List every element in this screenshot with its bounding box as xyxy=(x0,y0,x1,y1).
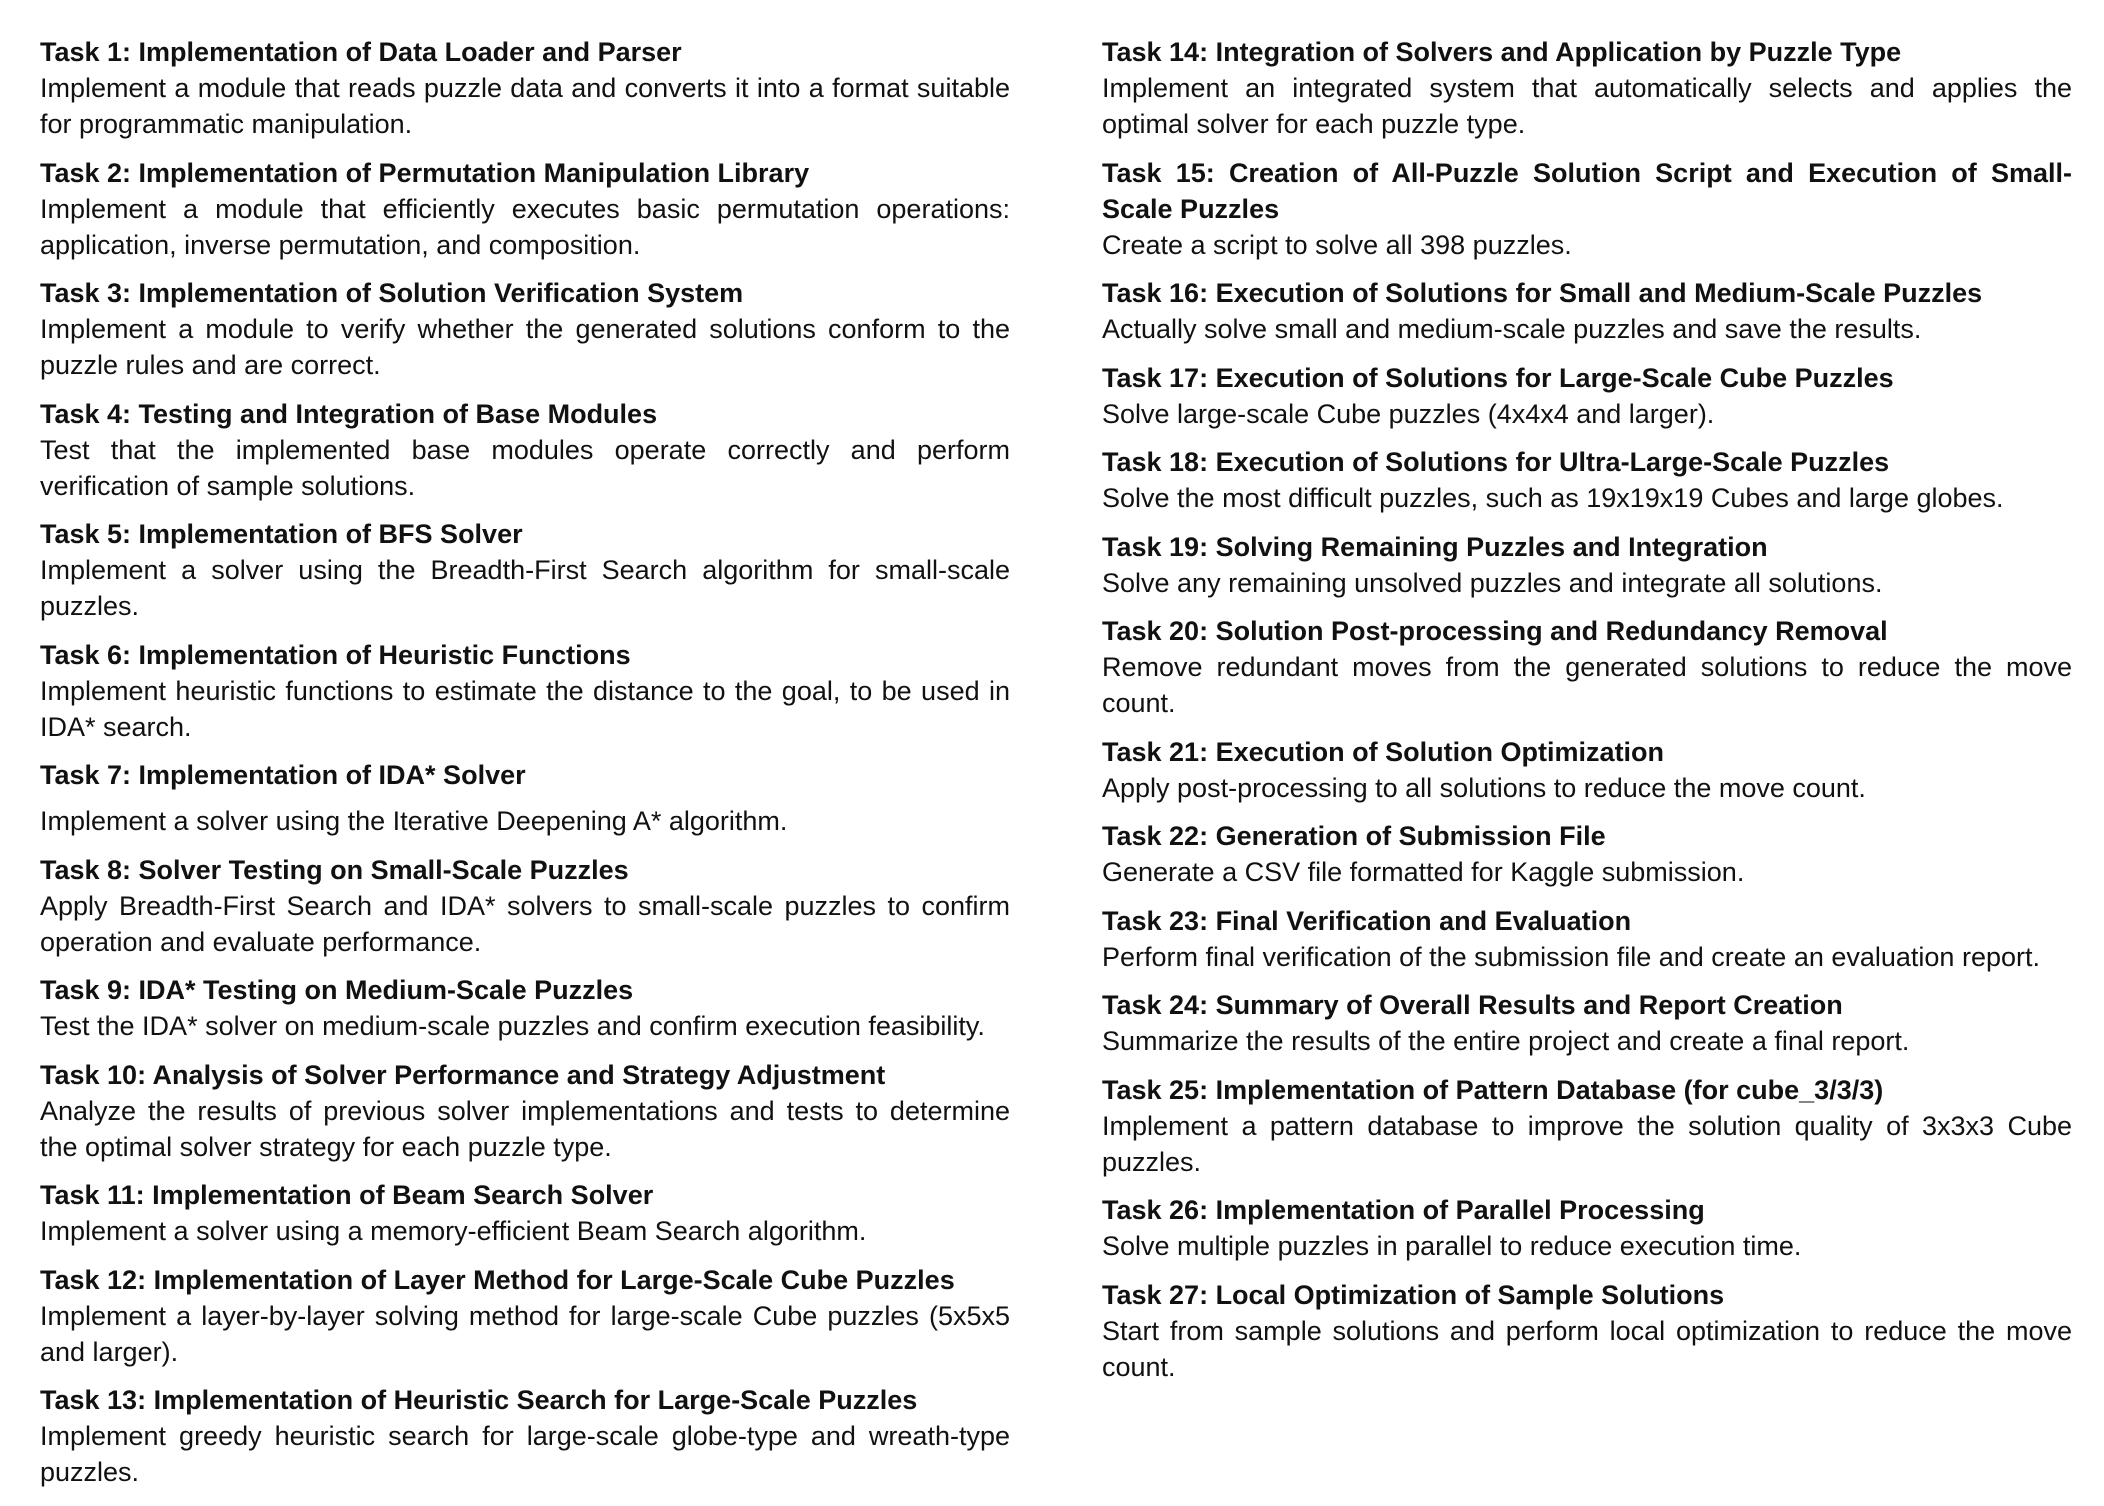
task-description: Implement a solver using a memory-efficient Beam Search algorithm. xyxy=(40,1216,867,1246)
task-title: Task 26: Implementation of Parallel Processing xyxy=(1102,1195,1705,1225)
task-description: Create a script to solve all 398 puzzles. xyxy=(1102,229,1572,260)
task-title: Task 19: Solving Remaining Puzzles and Integration xyxy=(1102,531,1768,562)
task-description: Solve any remaining unsolved puzzles and integrate all solutions. xyxy=(1102,567,1883,598)
task-title: Task 12: Implementation of Layer Method for Large-Scale Cube Puzzles xyxy=(40,1264,955,1295)
task-title: Task 3: Implementation of Solution Verification System xyxy=(40,278,744,308)
task-item xyxy=(1102,275,2072,347)
task-item xyxy=(1102,1277,2072,1385)
task-item xyxy=(40,852,1010,960)
task-description: Apply post-processing to all solutions to reduce the move count. xyxy=(1102,772,1866,803)
task-item xyxy=(40,1382,1010,1490)
task-description: Solve the most difficult puzzles, such as 19x19x19 Cubes and large globes. xyxy=(1102,483,2004,513)
task-title: Task 8: Solver Testing on Small-Scale Puzzles xyxy=(40,854,629,885)
task-description: Solve large-scale Cube puzzles (4x4x4 and larger). xyxy=(1102,398,1715,429)
task-title: Task 21: Execution of Solution Optimization xyxy=(1102,736,1665,767)
left-column xyxy=(40,34,1010,1503)
task-item xyxy=(40,396,1010,504)
task-title: Task 25: Implementation of Pattern Database (for cube_3/3/3) xyxy=(1102,1074,1884,1105)
task-title: Task 10: Analysis of Solver Performance and Strategy Adjustment xyxy=(40,1059,886,1090)
task-item xyxy=(40,275,1010,383)
task-description: Implement greedy heuristic search for large-scale globe-type and wreath-type puzzles. xyxy=(40,1421,1010,1487)
task-title: Task 18: Execution of Solutions for Ultra-Large-Scale Puzzles xyxy=(1102,447,1890,477)
task-title: Task 5: Implementation of BFS Solver xyxy=(40,519,523,549)
task-title: Task 6: Implementation of Heuristic Functions xyxy=(40,639,631,670)
task-item xyxy=(40,1177,1010,1249)
task-description: Perform final verification of the submission file and create an evaluation report. xyxy=(1102,941,2040,972)
task-description: Test the IDA* solver on medium-scale puzzles and confirm execution feasibility. xyxy=(40,1011,985,1041)
task-description: Implement a solver using the Breadth-First Search algorithm for small-scale puzzles. xyxy=(40,555,1010,621)
task-description: Apply Breadth-First Search and IDA* solvers to small-scale puzzles to confirm operation and evaluate performance. xyxy=(40,890,1010,957)
task-title: Task 27: Local Optimization of Sample Solutions xyxy=(1102,1279,1725,1310)
task-title: Task 15: Creation of All-Puzzle Solution Script and Execution of Small-Scale Puzzles xyxy=(1102,157,2072,224)
task-item xyxy=(1102,613,2072,721)
task-title: Task 24: Summary of Overall Results and Report Creation xyxy=(1102,990,1843,1020)
task-title: Task 1: Implementation of Data Loader and Parser xyxy=(40,37,682,67)
task-item xyxy=(1102,529,2072,601)
task-title: Task 13: Implementation of Heuristic Search for Large-Scale Puzzles xyxy=(40,1385,918,1415)
task-item xyxy=(1102,987,2072,1059)
task-description: Implement a solver using the Iterative Deepening A* algorithm. xyxy=(40,806,788,836)
task-title: Task 4: Testing and Integration of Base Modules xyxy=(40,398,658,429)
task-item xyxy=(40,1262,1010,1370)
task-item xyxy=(40,155,1010,263)
task-title: Task 14: Integration of Solvers and Application by Puzzle Type xyxy=(1102,37,1902,67)
task-description: Start from sample solutions and perform local optimization to reduce the move count. xyxy=(1102,1315,2072,1382)
task-title: Task 9: IDA* Testing on Medium-Scale Puzzles xyxy=(40,975,634,1005)
task-item xyxy=(1102,818,2072,890)
right-column xyxy=(1102,34,2072,1397)
task-title: Task 20: Solution Post-processing and Redundancy Removal xyxy=(1102,616,1888,646)
task-item xyxy=(40,637,1010,745)
task-title: Task 7: Implementation of IDA* Solver xyxy=(40,760,526,790)
task-item xyxy=(1102,155,2072,263)
task-description: Actually solve small and medium-scale puzzles and save the results. xyxy=(1102,314,1922,344)
task-item xyxy=(1102,1072,2072,1180)
task-item xyxy=(1102,444,2072,516)
task-description: Test that the implemented base modules operate correctly and perform verification of sample solutions. xyxy=(40,434,1010,501)
task-description: Implement heuristic functions to estimate the distance to the goal, to be used in IDA* search. xyxy=(40,675,1010,742)
task-title: Task 17: Execution of Solutions for Large-Scale Cube Puzzles xyxy=(1102,362,1894,393)
task-item xyxy=(40,1057,1010,1165)
task-description: Solve multiple puzzles in parallel to reduce execution time. xyxy=(1102,1231,1802,1261)
task-title: Task 16: Execution of Solutions for Small and Medium-Scale Puzzles xyxy=(1102,278,1983,308)
task-description: Implement a layer-by-layer solving method for large-scale Cube puzzles (5x5x5 and larger). xyxy=(40,1300,1010,1367)
task-item xyxy=(1102,734,2072,806)
task-description: Implement an integrated system that automatically selects and applies the optimal solver for each puzzle type. xyxy=(1102,73,2072,139)
task-description: Implement a module to verify whether the generated solutions conform to the puzzle rules and are correct. xyxy=(40,314,1010,380)
task-item xyxy=(1102,360,2072,432)
task-description: Summarize the results of the entire project and create a final report. xyxy=(1102,1026,1910,1056)
task-description: Remove redundant moves from the generated solutions to reduce the move count. xyxy=(1102,652,2072,718)
task-description: Implement a pattern database to improve the solution quality of 3x3x3 Cube puzzles. xyxy=(1102,1110,2072,1177)
task-item xyxy=(40,972,1010,1044)
task-description: Generate a CSV file formatted for Kaggle submission. xyxy=(1102,857,1745,887)
task-title: Task 23: Final Verification and Evaluation xyxy=(1102,905,1632,936)
task-item xyxy=(40,516,1010,624)
task-item xyxy=(1102,34,2072,142)
task-title: Task 2: Implementation of Permutation Manipulation Library xyxy=(40,157,810,188)
task-item xyxy=(40,757,1010,839)
task-description: Implement a module that reads puzzle data and converts it into a format suitable for programmatic manipulation. xyxy=(40,73,1010,139)
task-item xyxy=(1102,903,2072,975)
task-title: Task 11: Implementation of Beam Search Solver xyxy=(40,1180,654,1210)
task-title: Task 22: Generation of Submission File xyxy=(1102,821,1606,851)
task-description: Implement a module that efficiently executes basic permutation operations: application, inverse permutation, and composition. xyxy=(40,193,1010,260)
task-description: Analyze the results of previous solver implementations and tests to determine the optimal solver strategy for each puzzle type. xyxy=(40,1095,1010,1162)
task-item xyxy=(1102,1192,2072,1264)
task-item xyxy=(40,34,1010,142)
